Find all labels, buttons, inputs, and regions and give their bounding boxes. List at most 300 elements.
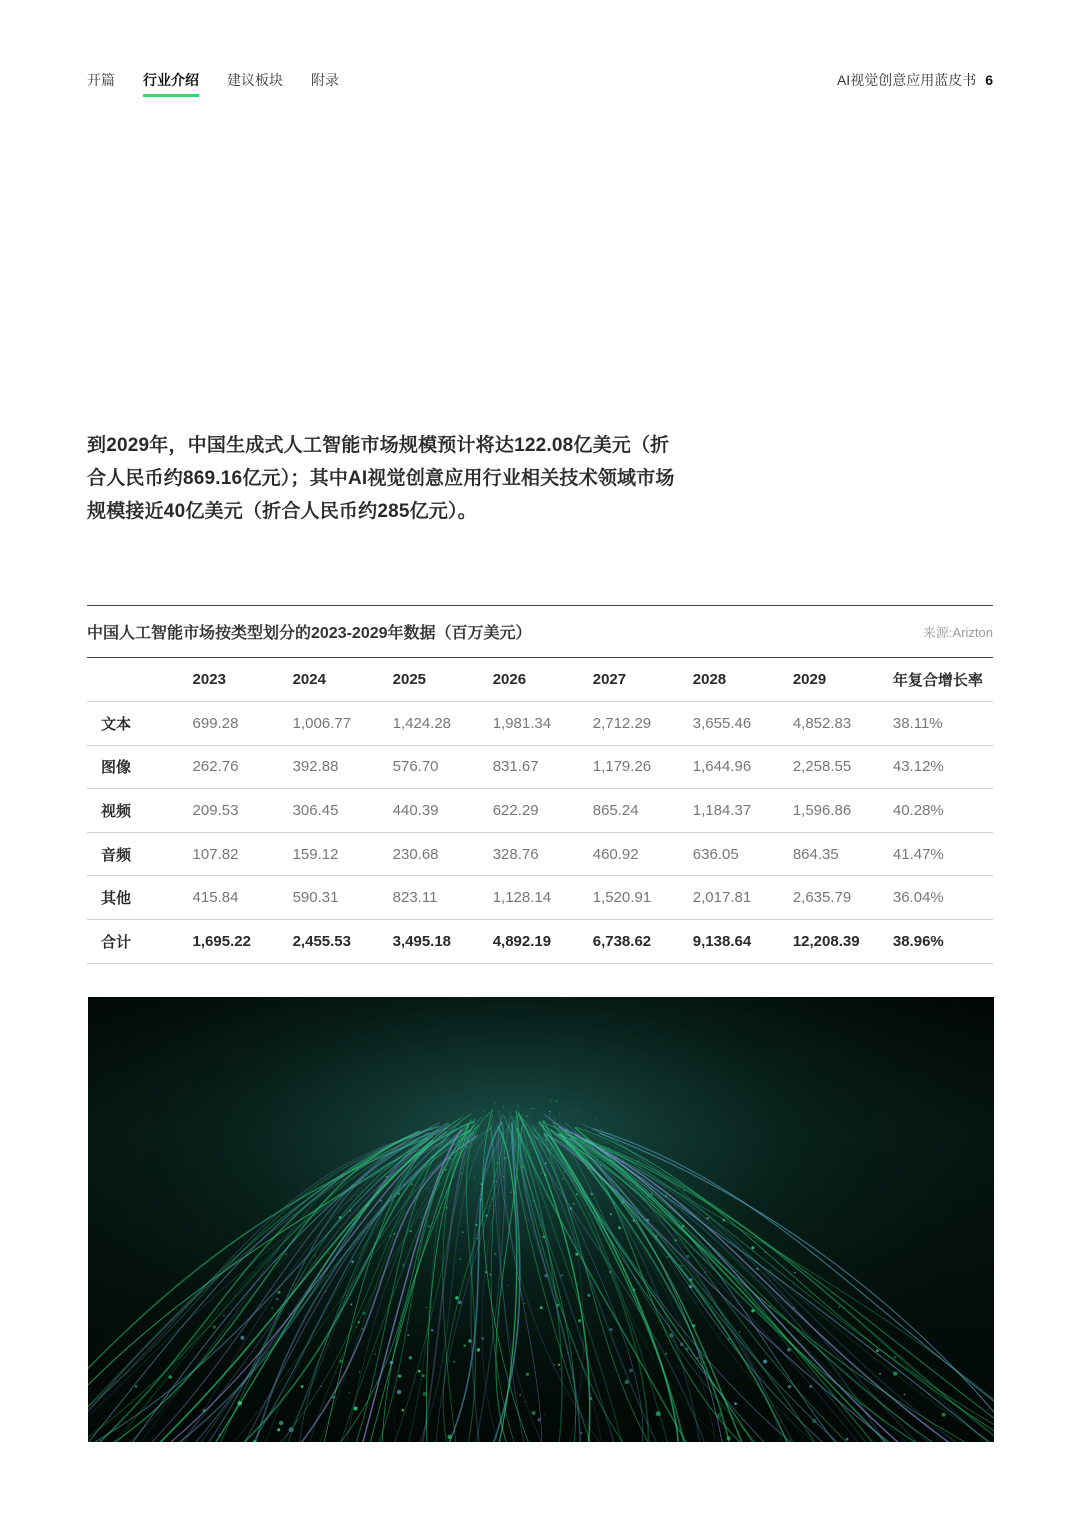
light-spark <box>354 1406 358 1410</box>
light-spark <box>526 1116 527 1117</box>
table-cell: 823.11 <box>393 876 493 920</box>
light-spark <box>614 1202 615 1203</box>
light-spark <box>769 1305 771 1307</box>
light-spark <box>223 1315 224 1316</box>
light-spark <box>609 1271 612 1274</box>
light-spark <box>463 1344 465 1346</box>
light-spark <box>482 1337 485 1340</box>
light-spark <box>486 1215 488 1217</box>
light-spark <box>680 1343 683 1346</box>
row-label: 合计 <box>87 920 193 964</box>
light-spark <box>179 1385 180 1386</box>
column-header: 2024 <box>293 658 393 702</box>
light-spark <box>633 1289 636 1292</box>
light-spark <box>254 1364 256 1366</box>
light-spark <box>564 1171 565 1172</box>
light-spark <box>809 1385 812 1388</box>
light-spark <box>734 1402 737 1405</box>
light-spark <box>390 1236 391 1237</box>
light-spark <box>812 1419 816 1423</box>
light-spark <box>480 1199 482 1201</box>
page-number: 6 <box>985 72 993 88</box>
light-spark <box>573 1263 574 1264</box>
table-cell: 4,852.83 <box>793 702 893 746</box>
table-cell: 4,892.19 <box>493 920 593 964</box>
column-header: 2025 <box>393 658 493 702</box>
light-spark <box>610 1213 612 1215</box>
light-spark <box>458 1301 461 1304</box>
light-spark <box>238 1401 242 1405</box>
light-spark <box>683 1209 684 1210</box>
light-spark <box>553 1364 554 1365</box>
light-spark <box>271 1307 273 1309</box>
light-spark <box>503 1260 504 1261</box>
light-spark <box>542 1235 545 1238</box>
light-spark <box>349 1210 351 1212</box>
table-cell: 1,695.22 <box>193 920 293 964</box>
column-header: 2028 <box>693 658 793 702</box>
light-spark <box>651 1193 653 1195</box>
row-label: 文本 <box>87 702 193 746</box>
top-nav <box>87 70 993 96</box>
light-spark <box>462 1116 463 1117</box>
light-spark <box>390 1361 393 1364</box>
light-spark <box>717 1413 722 1418</box>
light-spark <box>572 1180 573 1181</box>
light-spark <box>570 1207 572 1209</box>
light-spark <box>459 1258 461 1260</box>
light-spark <box>503 1176 504 1177</box>
light-spark <box>675 1239 677 1241</box>
table-cell: 2,712.29 <box>593 702 693 746</box>
light-spark <box>508 1285 509 1286</box>
light-spark <box>468 1339 472 1343</box>
light-spark <box>461 1133 462 1134</box>
light-spark <box>445 1169 447 1171</box>
light-spark <box>703 1362 705 1364</box>
light-spark <box>629 1369 633 1373</box>
light-spark <box>578 1319 581 1322</box>
light-spark <box>681 1265 683 1267</box>
light-spark <box>704 1272 705 1273</box>
light-spark <box>621 1201 623 1203</box>
table-row <box>87 920 993 964</box>
light-spark <box>609 1328 612 1331</box>
light-spark <box>655 1235 658 1238</box>
light-spark <box>788 1385 792 1389</box>
light-spark <box>667 1256 669 1258</box>
light-spark <box>240 1336 244 1340</box>
light-spark <box>379 1235 381 1237</box>
light-spark <box>737 1255 738 1256</box>
light-spark <box>418 1370 421 1373</box>
table-title: 中国人工智能市场按类型划分的2023-2029年数据（百万美元） <box>87 625 532 642</box>
row-label: 其他 <box>87 876 193 920</box>
light-spark <box>203 1409 206 1412</box>
light-spark <box>422 1374 425 1377</box>
light-spark <box>519 1394 521 1396</box>
light-spark <box>314 1255 316 1257</box>
table-cell: 415.84 <box>193 876 293 920</box>
light-spark <box>617 1152 618 1153</box>
table-cell: 41.47% <box>893 832 993 876</box>
table-cell: 3,495.18 <box>393 920 493 964</box>
light-spark <box>402 1409 405 1412</box>
light-spark <box>694 1216 695 1217</box>
light-spark <box>669 1333 673 1337</box>
light-spark <box>549 1111 550 1112</box>
market-data-table-section <box>87 605 993 964</box>
light-spark <box>447 1435 452 1440</box>
light-spark <box>289 1427 294 1432</box>
section-tabs <box>87 70 339 97</box>
tab-opening[interactable]: 开篇 <box>87 72 115 88</box>
table-cell: 262.76 <box>193 745 293 789</box>
column-header: 2026 <box>493 658 593 702</box>
light-spark <box>426 1307 427 1308</box>
light-spark <box>613 1159 615 1161</box>
table-cell: 12,208.39 <box>793 920 893 964</box>
light-spark <box>411 1183 413 1185</box>
table-cell: 36.04% <box>893 876 993 920</box>
light-spark <box>494 1253 497 1256</box>
table-row <box>87 702 993 746</box>
light-spark <box>350 1303 352 1305</box>
light-spark <box>320 1385 322 1387</box>
table-cell: 1,596.86 <box>793 789 893 833</box>
table-cell: 40.28% <box>893 789 993 833</box>
light-spark <box>276 1298 279 1301</box>
light-spark <box>524 1401 525 1402</box>
light-spark <box>540 1306 543 1309</box>
light-spark <box>466 1139 468 1141</box>
light-spark <box>665 1353 667 1355</box>
light-spark <box>461 1173 463 1175</box>
light-spark <box>504 1157 506 1159</box>
light-spark <box>475 1188 476 1189</box>
table-cell: 1,981.34 <box>493 702 593 746</box>
light-spark <box>278 1291 281 1294</box>
light-spark <box>566 1129 567 1130</box>
light-spark <box>610 1133 612 1135</box>
column-header: 2029 <box>793 658 893 702</box>
light-spark <box>770 1270 771 1271</box>
table-cell: 9,138.64 <box>693 920 793 964</box>
light-spark <box>682 1225 685 1228</box>
light-spark <box>477 1238 478 1239</box>
light-spark <box>894 1356 897 1359</box>
light-spark <box>763 1360 767 1364</box>
row-label: 图像 <box>87 745 193 789</box>
table-row <box>87 789 993 833</box>
table-cell: 392.88 <box>293 745 393 789</box>
light-spark <box>503 1107 504 1108</box>
light-spark <box>285 1253 287 1255</box>
light-spark <box>879 1373 881 1375</box>
light-spark <box>558 1364 560 1366</box>
light-spark <box>625 1380 629 1384</box>
light-spark <box>301 1385 304 1388</box>
light-spark <box>572 1378 573 1379</box>
light-spark <box>582 1149 583 1150</box>
table-cell: 1,644.96 <box>693 745 793 789</box>
table-cell: 2,258.55 <box>793 745 893 789</box>
light-spark <box>573 1203 575 1205</box>
light-spark <box>692 1324 695 1327</box>
light-spark <box>332 1396 334 1398</box>
light-spark <box>458 1140 460 1142</box>
table-cell: 6,738.62 <box>593 920 693 964</box>
table-cell: 460.92 <box>593 832 693 876</box>
light-spark <box>420 1217 422 1219</box>
light-spark <box>560 1274 563 1277</box>
light-spark <box>340 1259 341 1260</box>
table-header-bar <box>87 605 993 658</box>
light-spark <box>618 1226 621 1229</box>
light-spark <box>571 1121 572 1122</box>
light-spark <box>665 1195 667 1197</box>
light-spark <box>647 1422 648 1423</box>
light-spark <box>168 1375 172 1379</box>
tab-industry-intro[interactable]: 行业介绍 <box>143 70 199 97</box>
tab-recommendations[interactable]: 建议板块 <box>227 72 283 88</box>
table-cell: 107.82 <box>193 832 293 876</box>
light-spark <box>423 1392 427 1396</box>
light-spark <box>279 1421 283 1425</box>
light-spark <box>489 1206 490 1207</box>
light-spark <box>428 1187 430 1189</box>
light-spark <box>600 1165 601 1166</box>
light-spark <box>327 1253 328 1254</box>
light-spark <box>556 1101 557 1102</box>
table-cell: 1,520.91 <box>593 876 693 920</box>
light-spark <box>495 1103 496 1104</box>
light-spark <box>539 1121 540 1122</box>
light-spark <box>404 1184 405 1185</box>
table-cell: 622.29 <box>493 789 593 833</box>
light-spark <box>351 1260 354 1263</box>
light-spark <box>587 1168 588 1169</box>
light-spark <box>491 1199 493 1201</box>
table-cell: 38.96% <box>893 920 993 964</box>
light-spark <box>756 1268 758 1270</box>
table-cell: 328.76 <box>493 832 593 876</box>
light-spark <box>530 1156 531 1157</box>
light-spark <box>544 1274 547 1277</box>
table-cell: 1,179.26 <box>593 745 693 789</box>
light-spark <box>723 1219 725 1221</box>
light-spark <box>550 1099 551 1100</box>
table-row <box>87 832 993 876</box>
light-spark <box>684 1190 685 1191</box>
light-spark <box>349 1392 350 1393</box>
light-spark <box>533 1108 534 1109</box>
table-cell: 1,424.28 <box>393 702 493 746</box>
light-spark <box>458 1145 459 1146</box>
light-spark <box>550 1101 551 1102</box>
light-spark <box>489 1273 492 1276</box>
light-spark <box>553 1123 555 1125</box>
light-spark <box>580 1147 581 1148</box>
light-spark <box>570 1138 572 1140</box>
light-spark <box>697 1357 699 1359</box>
light-spark <box>608 1148 609 1149</box>
light-spark <box>794 1272 796 1274</box>
table-cell: 864.35 <box>793 832 893 876</box>
light-spark <box>893 1372 897 1376</box>
table-source: 来源:Arizton <box>922 625 993 640</box>
light-spark <box>373 1243 374 1244</box>
light-spark <box>492 1110 493 1111</box>
tab-appendix[interactable]: 附录 <box>311 72 339 88</box>
light-spark <box>476 1224 478 1226</box>
table-cell: 159.12 <box>293 832 393 876</box>
table-cell: 2,017.81 <box>693 876 793 920</box>
table-cell: 831.67 <box>493 745 593 789</box>
light-spark <box>453 1361 455 1363</box>
light-spark <box>357 1210 358 1211</box>
light-spark <box>687 1255 690 1258</box>
light-spark <box>647 1195 649 1197</box>
light-spark <box>402 1264 405 1267</box>
light-spark <box>526 1373 529 1376</box>
light-spark <box>601 1129 602 1130</box>
light-spark <box>793 1281 794 1282</box>
light-spark <box>355 1326 357 1328</box>
light-spark <box>397 1390 402 1395</box>
light-spark <box>135 1385 137 1387</box>
row-label: 视频 <box>87 789 193 833</box>
table-row <box>87 876 993 920</box>
light-spark <box>449 1151 450 1152</box>
light-spark <box>485 1271 487 1273</box>
light-spark <box>532 1411 536 1415</box>
light-spark <box>528 1116 529 1117</box>
light-spark <box>623 1161 625 1163</box>
light-spark <box>477 1348 481 1352</box>
light-spark <box>544 1174 546 1176</box>
light-spark <box>524 1303 525 1304</box>
headline-statement: 到2029年，中国生成式人工智能市场规模预计将达122.08亿美元（折合人民币约869.16亿元）；其中AI视觉创意应用行业相关技术领域市场规模接近40亿美元（折合人民币约285亿元）。 <box>87 435 675 522</box>
light-spark <box>589 1397 592 1400</box>
light-streams-graphic <box>88 997 994 1442</box>
light-spark <box>533 1200 534 1201</box>
light-spark <box>543 1248 544 1249</box>
light-spark <box>633 1219 635 1221</box>
light-spark <box>398 1193 400 1195</box>
light-spark <box>559 1368 560 1369</box>
light-spark <box>876 1349 879 1352</box>
light-spark <box>575 1253 578 1256</box>
light-spark <box>591 1193 593 1195</box>
light-spark <box>550 1148 552 1150</box>
light-spark <box>539 1225 540 1226</box>
table-cell: 38.11% <box>893 702 993 746</box>
table-cell: 2,635.79 <box>793 876 893 920</box>
table-row <box>87 745 993 789</box>
light-spark <box>541 1172 543 1174</box>
light-spark <box>358 1321 360 1323</box>
light-spark <box>739 1331 741 1333</box>
light-spark <box>928 1393 930 1395</box>
light-spark <box>571 1277 572 1278</box>
table-cell: 43.12% <box>893 745 993 789</box>
light-spark <box>770 1280 771 1281</box>
light-spark <box>615 1157 616 1158</box>
light-spark <box>450 1158 452 1160</box>
row-label: 音频 <box>87 832 193 876</box>
light-spark <box>562 1178 564 1180</box>
light-spark <box>451 1149 452 1150</box>
light-spark <box>545 1162 547 1164</box>
table-cell: 2,455.53 <box>293 920 393 964</box>
light-spark <box>532 1108 533 1109</box>
table-cell: 1,006.77 <box>293 702 393 746</box>
light-spark <box>410 1230 412 1232</box>
light-spark <box>367 1205 369 1207</box>
light-spark <box>793 1307 795 1309</box>
column-header <box>87 658 193 702</box>
light-spark <box>428 1225 431 1228</box>
light-spark <box>362 1328 364 1330</box>
column-header: 2027 <box>593 658 693 702</box>
light-spark <box>685 1347 688 1350</box>
light-spark <box>838 1306 840 1308</box>
light-spark <box>515 1143 517 1145</box>
light-spark <box>546 1139 548 1141</box>
light-spark <box>580 1432 582 1434</box>
light-spark <box>480 1183 482 1185</box>
light-spark <box>510 1191 512 1193</box>
light-spark <box>942 1413 946 1417</box>
light-spark <box>394 1233 396 1235</box>
table-cell: 699.28 <box>193 702 293 746</box>
light-spark <box>576 1194 578 1196</box>
table-cell: 3,655.46 <box>693 702 793 746</box>
light-spark <box>690 1278 693 1281</box>
table-cell: 230.68 <box>393 832 493 876</box>
light-spark <box>557 1304 560 1307</box>
document-header <box>837 70 993 90</box>
light-spark <box>537 1418 540 1421</box>
light-spark <box>380 1200 382 1202</box>
light-spark <box>549 1116 550 1117</box>
table-cell: 576.70 <box>393 745 493 789</box>
light-spark <box>595 1119 596 1120</box>
market-data-table <box>87 658 993 964</box>
light-spark <box>576 1103 577 1104</box>
light-spark <box>359 1371 361 1373</box>
light-spark <box>386 1176 388 1178</box>
light-spark <box>474 1177 475 1178</box>
light-spark <box>467 1146 468 1147</box>
light-spark <box>615 1147 616 1148</box>
light-spark <box>325 1291 327 1293</box>
light-spark <box>787 1348 791 1352</box>
light-spark <box>362 1311 365 1314</box>
light-spark <box>846 1438 849 1441</box>
light-spark <box>728 1338 730 1340</box>
light-spark <box>751 1246 754 1249</box>
light-spark <box>496 1162 498 1164</box>
light-spark <box>277 1428 280 1431</box>
table-cell: 865.24 <box>593 789 693 833</box>
light-spark <box>455 1296 458 1299</box>
light-spark <box>462 1133 463 1134</box>
column-header: 年复合增长率 <box>893 658 993 702</box>
light-spark <box>431 1329 434 1332</box>
light-spark <box>707 1217 709 1219</box>
